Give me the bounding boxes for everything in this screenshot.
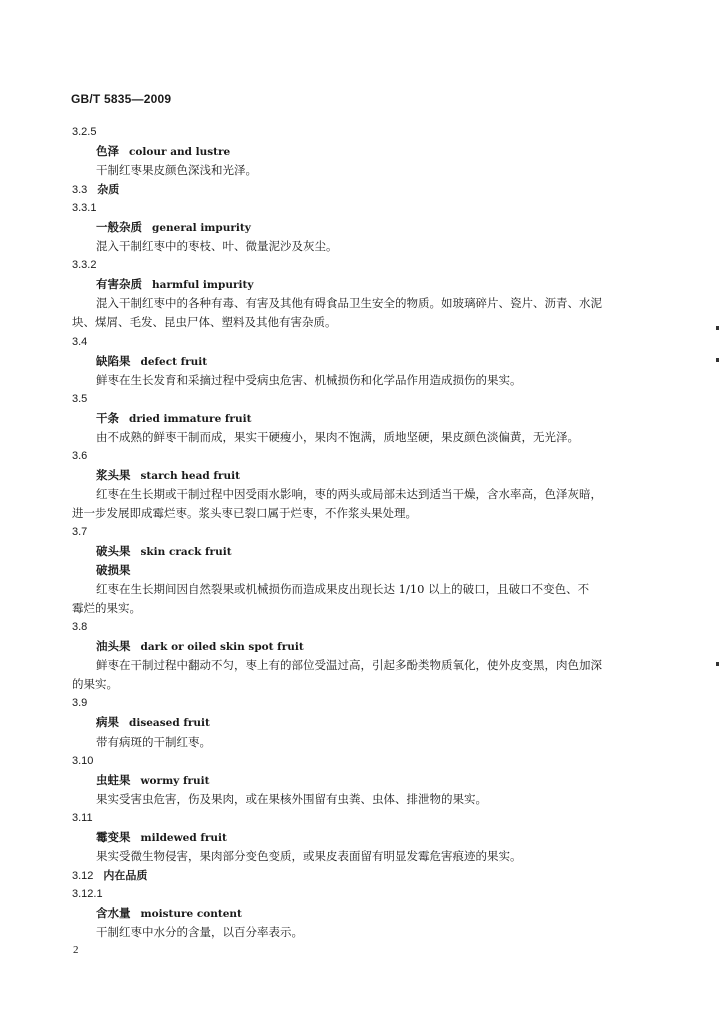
term-chinese: 破头果 — [96, 544, 131, 559]
clause-number-text: 3.3.2 — [72, 259, 97, 272]
clause-number — [72, 390, 642, 409]
definition-continuation: 霉烂的果实。 — [72, 601, 141, 616]
clause-number — [72, 523, 642, 542]
definition-continuation: 块、煤屑、毛发、昆虫尸体、塑料及其他有害杂质。 — [72, 315, 337, 330]
clause-number — [72, 256, 642, 275]
term-chinese: 油头果 — [96, 639, 131, 654]
page-number: 2 — [73, 944, 79, 956]
clause-number-text: 3.6 — [72, 449, 88, 462]
clause-number — [72, 694, 642, 713]
term-line — [72, 828, 642, 847]
term-chinese: 虫蛀果 — [96, 772, 131, 787]
term-line — [72, 713, 642, 732]
term-english: skin crack fruit — [140, 546, 232, 559]
term-chinese: 破损果 — [96, 563, 131, 578]
term-english: harmful impurity — [152, 279, 254, 292]
clause-number-text: 3.8 — [72, 621, 88, 634]
clause-number — [72, 618, 642, 637]
definition-text: 由不成熟的鲜枣干制而成，果实干硬瘦小，果肉不饱满，质地坚硬，果皮颜色淡偏黄，无光泽。 — [96, 429, 579, 444]
definition-continuation: 进一步发展即成霉烂枣。浆头枣已裂口属于烂枣，不作浆头果处理。 — [72, 505, 417, 520]
term-chinese: 病果 — [96, 715, 119, 730]
term-chinese: 一般杂质 — [96, 220, 142, 235]
section-title: 杂质 — [97, 183, 120, 197]
term-line — [72, 218, 642, 237]
clause-number-text: 3.3 — [72, 184, 88, 197]
term-line — [72, 466, 642, 485]
clause-number-text: 3.10 — [72, 754, 94, 767]
term-line — [72, 275, 642, 294]
clause-number — [72, 809, 642, 828]
definition-text: 红枣在生长期或干制过程中因受雨水影响，枣的两头或局部未达到适当干燥，含水率高，色泽灰暗， — [96, 486, 602, 501]
definition-text: 带有病斑的干制红枣。 — [96, 734, 211, 749]
clause-number-text: 3.12 — [72, 869, 94, 882]
definition-text: 混入干制红枣中的枣枝、叶、微量泥沙及灰尘。 — [96, 239, 338, 254]
term-chinese: 缺陷果 — [96, 353, 131, 368]
term-line — [72, 904, 642, 923]
definition-continuation: 的果实。 — [72, 677, 118, 692]
clause-number-text: 3.4 — [72, 335, 88, 348]
term-line — [72, 352, 642, 371]
clause-number-text: 3.7 — [72, 525, 88, 538]
standard-header: GB/T 5835—2009 — [71, 92, 172, 106]
term-chinese: 浆头果 — [96, 467, 131, 482]
clause-number-text: 3.3.1 — [72, 202, 97, 215]
term-chinese: 色泽 — [96, 144, 119, 159]
term-english: moisture content — [140, 907, 242, 920]
term-english: dark or oiled skin spot fruit — [140, 641, 304, 654]
term-chinese: 含水量 — [96, 905, 131, 920]
clause-number-text: 3.9 — [72, 697, 88, 710]
term-english: dried immature fruit — [129, 412, 252, 425]
term-english: general impurity — [152, 222, 251, 235]
clause-number-text: 3.2.5 — [72, 126, 97, 138]
term-chinese: 干条 — [96, 410, 119, 425]
clause-number-text: 3.11 — [72, 811, 93, 824]
scan-edge-mark — [716, 358, 719, 362]
definition-text: 鲜枣在生长发育和采摘过程中受病虫危害、机械损伤和化学品作用造成损伤的果实。 — [96, 372, 522, 387]
definition-text: 果实受害虫危害，伤及果肉，或在果核外围留有虫粪、虫体、排泄物的果实。 — [96, 791, 487, 806]
scan-edge-mark — [716, 662, 719, 666]
term-chinese: 有害杂质 — [96, 277, 142, 292]
definition-text: 干制红枣中水分的含量，以百分率表示。 — [96, 924, 303, 939]
term-line — [72, 409, 642, 428]
clause-number — [72, 447, 642, 466]
definition-text: 果实受微生物侵害，果肉部分变色变质，或果皮表面留有明显发霉危害痕迹的果实。 — [96, 848, 522, 863]
section-title: 内在品质 — [103, 868, 148, 882]
term-english: diseased fruit — [129, 717, 210, 730]
definition-text: 混入干制红枣中的各种有毒、有害及其他有碍食品卫生安全的物质。如玻璃碎片、瓷片、沥青、水泥 — [96, 296, 602, 311]
clause-number — [72, 123, 642, 142]
clause-number — [72, 752, 642, 771]
scan-edge-mark — [716, 326, 719, 330]
terms-content — [72, 123, 642, 942]
definition-text: 鲜枣在干制过程中翻动不匀，枣上有的部位受温过高，引起多酚类物质氧化，使外皮变黑，肉色加深 — [96, 658, 602, 673]
term-line — [72, 637, 642, 656]
clause-number — [72, 199, 642, 218]
term-line — [72, 561, 642, 580]
clause-number-text: 3.12.1 — [72, 887, 103, 900]
term-english: mildewed fruit — [140, 831, 227, 844]
term-line — [72, 542, 642, 561]
term-chinese: 霉变果 — [96, 829, 131, 844]
term-english: defect fruit — [140, 355, 208, 368]
term-line — [72, 771, 642, 790]
definition-text: 干制红枣果皮颜色深浅和光泽。 — [96, 163, 257, 178]
term-english: wormy fruit — [140, 774, 210, 787]
clause-number — [72, 333, 642, 352]
clause-number-text: 3.5 — [72, 392, 88, 405]
clause-number — [72, 180, 642, 199]
term-english: starch head fruit — [140, 469, 240, 482]
clause-number — [72, 866, 642, 885]
term-line — [72, 142, 642, 161]
term-english: colour and lustre — [129, 146, 231, 159]
definition-text: 红枣在生长期间因自然裂果或机械损伤而造成果皮出现长达 1/10 以上的破口，且破口不变色、不 — [96, 582, 590, 597]
clause-number — [72, 885, 642, 904]
